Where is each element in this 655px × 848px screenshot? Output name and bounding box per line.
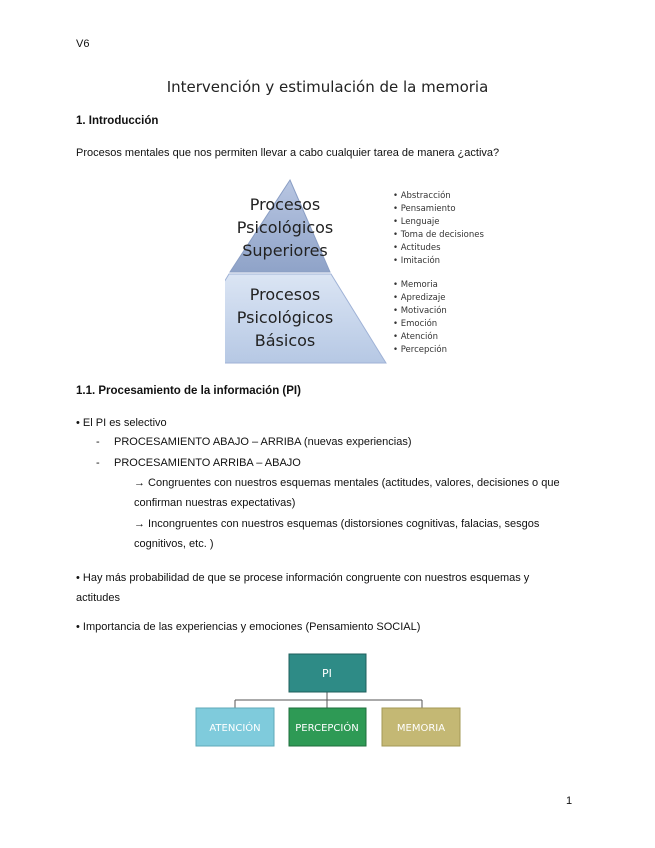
basic-item: • Atención bbox=[393, 332, 438, 342]
superior-item: • Abstracción bbox=[393, 191, 451, 201]
basic-item: • Memoria bbox=[393, 280, 438, 290]
dash-item-text: PROCESAMIENTO ABAJO – ARRIBA (nuevas experiencias) bbox=[114, 436, 412, 448]
pi-diagram bbox=[190, 650, 465, 755]
pi-label-percepcion: PERCEPCIÓN bbox=[295, 723, 359, 734]
pyramid-top-line-3: Superiores bbox=[242, 241, 328, 260]
pyramid-bottom-line-1: Procesos bbox=[249, 285, 321, 304]
pi-label-atencion: ATENCIÓN bbox=[209, 723, 261, 734]
bullet-probabilidad: • Hay más probabilidad de que se procese información congruente con nuestros esquemas y actitudes bbox=[76, 572, 530, 604]
section-heading-introduccion: 1. Introducción bbox=[76, 115, 159, 127]
bullet-pi-selectivo: • El PI es selectivo bbox=[76, 417, 167, 429]
basic-item: • Apredizaje bbox=[393, 293, 446, 303]
superior-item: • Actitudes bbox=[393, 243, 441, 253]
superior-item: • Lenguaje bbox=[393, 217, 440, 227]
bullet-importancia: • Importancia de las experiencias y emociones (Pensamiento SOCIAL) bbox=[76, 621, 421, 633]
dash-item-arriba-abajo: - PROCESAMIENTO ARRIBA – ABAJO bbox=[96, 457, 301, 469]
dash-item-abajo-arriba: - PROCESAMIENTO ABAJO – ARRIBA (nuevas experiencias) bbox=[96, 436, 412, 448]
pyramid-bottom-line-3: Básicos bbox=[254, 331, 316, 350]
section-heading-procesamiento: 1.1. Procesamiento de la información (PI) bbox=[76, 385, 301, 397]
superior-item: • Imitación bbox=[393, 256, 441, 266]
basic-item: • Emoción bbox=[393, 319, 438, 329]
pyramid-diagram bbox=[225, 178, 485, 368]
pyramid-top-line-1: Procesos bbox=[249, 195, 321, 214]
dash-item-text: PROCESAMIENTO ARRIBA – ABAJO bbox=[114, 457, 301, 469]
document-title: Intervención y estimulación de la memoria bbox=[166, 78, 489, 96]
pyramid-top-line-2: Psicológicos bbox=[236, 218, 334, 237]
arrow-item-congruentes: → Congruentes con nuestros esquemas mentales (actitudes, valores, decisiones o que confirman nuestras expectativas) bbox=[134, 477, 560, 509]
arrow-item-incongruentes: → Incongruentes con nuestros esquemas (distorsiones cognitivas, falacias, sesgos cognitivos, etc. ) bbox=[134, 518, 540, 550]
intro-paragraph: Procesos mentales que nos permiten llevar a cabo cualquier tarea de manera ¿activa? bbox=[76, 147, 500, 159]
pi-label-memoria: MEMORIA bbox=[396, 723, 446, 734]
basic-item: • Percepción bbox=[393, 345, 447, 355]
basic-item: • Motivación bbox=[393, 306, 447, 316]
page-number: 1 bbox=[566, 795, 573, 807]
pi-root-label: PI bbox=[322, 667, 332, 680]
pyramid-bottom-line-2: Psicológicos bbox=[236, 308, 334, 327]
superior-item: • Toma de decisiones bbox=[393, 230, 484, 240]
document-code: V6 bbox=[76, 38, 90, 50]
superior-item: • Pensamiento bbox=[393, 204, 456, 214]
